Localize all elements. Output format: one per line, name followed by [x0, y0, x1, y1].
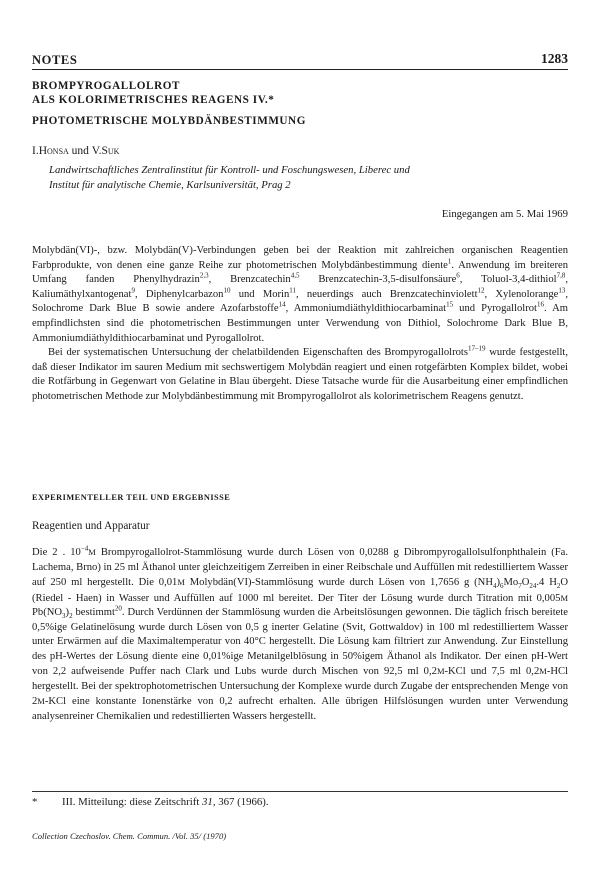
molar-unit: M	[37, 696, 45, 706]
affiliation	[49, 163, 569, 193]
text-run: Bei der systematischen Untersuchung der chelatbildenden Eigenschaften des Brompyrogallolrots	[48, 347, 468, 359]
text-run: Brompyrogallolrot-Stammlösung wurde durch Lösen von 0,0288 g Dibrompyrogallolsulfonphthalein (Fa. Lachema, Brno) in 25 ml Äthanol unter gleichzeitigem Zerreiben in einer Reibschale und Auffüllen mit redestilliertem Wasser auf 250 ml hergestellt. Die 0,01	[32, 547, 569, 588]
text-run: O	[521, 577, 530, 588]
reference-mark: 15	[446, 300, 454, 309]
text-run: O (Riedel - Haen) in Wasser und Auffüllen auf 1000 ml bereitet. Der Titer der Lösung wurde durch Titration mit 0,005	[32, 577, 569, 604]
text-run: , Toluol-3,4-dithiol	[459, 274, 557, 286]
text-run: Brenzcatechin-3,5-disulfonsäure	[299, 274, 457, 286]
text-run: . Anwendung im breiteren Umfang fanden Phenylhydrazin	[32, 259, 568, 286]
reference-mark: 14	[278, 300, 286, 309]
text-run: , Xylenolorange	[484, 288, 559, 300]
reference-mark: 13	[558, 286, 566, 295]
text-run: , Solochrome Dark Blue B sowie andere Azofarbstoffe	[32, 288, 568, 315]
text-run: wurde festgestellt, daß dieser Indikator im sauren Medium mit sechswertigem Molybdän reagiert und einen rotgefärbten Komplex bildet, wobei die Rotfärbung in Gegenwart von Gelatine in Blau übergeht. Diese Tatsache wurde für die Ausarbeitung einer empfindlichen photometrischen Methode zur Molybdänbestimmung mit Brompyrogallolrot als kolorimetrischem Reagens genutzt.	[32, 347, 568, 402]
text-run: , Kaliumäthylxantogenat	[32, 274, 569, 300]
text-run: )	[65, 607, 70, 618]
molar-unit: M	[177, 577, 185, 587]
authors	[32, 145, 119, 157]
affiliation-line-1: Landwirtschaftliches Zentralinstitut für Kontroll- und Foschungswesen, Liberec und	[49, 164, 410, 176]
page-number: 1283	[541, 51, 568, 66]
text-run: . Am empfindlichsten sind die photometrischen Bestimmungen unter Verwendung von Dithiol, Solochrome Dark Blue B, Ammoniumdiäthyldithiocarbaminat und Pyrogallolrot.	[32, 303, 568, 344]
text-run: III. Mitteilung: diese Zeitschrift	[62, 796, 203, 808]
text-run: Mo	[503, 577, 519, 588]
text-run: )	[496, 577, 501, 588]
text-run: , 367 (1966).	[212, 796, 269, 808]
reference-mark: 17–19	[468, 344, 486, 353]
journal-footer: Collection Czechoslov. Chem. Commun. /Vol. 35/ (1970)	[32, 831, 227, 841]
text-run: , Diphenylcarbazon	[134, 288, 224, 300]
text-run: Pb(NO	[32, 607, 63, 618]
footnote-rule	[32, 791, 568, 792]
subsection-heading: Reagentien und Apparatur	[32, 520, 150, 532]
text-run: Molybdän(VI)-, bzw. Molybdän(V)-Verbindungen geben bei der Reaktion mit zahlreichen organischen Reagentien Farbprodukte, von denen eine ganze Reihe zur photometrischen Molybdänbestimmung diente	[32, 245, 568, 271]
article-title	[32, 79, 306, 128]
text-run: , Ammoniumdiäthyldithiocarbaminat	[285, 303, 447, 315]
running-header-section: NOTES	[32, 53, 78, 67]
paragraph-3	[32, 545, 568, 724]
molar-unit: M	[436, 666, 445, 676]
section-heading: EXPERIMENTELLER TEIL UND ERGEBNISSE	[32, 493, 231, 502]
molar-unit: M	[88, 547, 96, 557]
text-run: .4 H	[536, 577, 557, 588]
text-run: -KCl eine konstante Ionenstärke von 0,2 aufrecht erhalten. Alle übrigen Hilfslösungen wurden unter Verwendung analysenreiner Chemikalien und redestillierten Wassers hergestellt.	[32, 696, 568, 722]
volume-number: 31	[202, 796, 213, 808]
reference-mark: 9	[131, 286, 135, 295]
title-line-2: ALS KOLORIMETRISCHES REAGENS IV.*	[32, 94, 275, 106]
text-run: und Pyrogallolrot	[453, 303, 537, 315]
subscript: 24	[529, 582, 537, 591]
subscript: 4	[492, 582, 497, 591]
introduction	[32, 244, 568, 405]
text-run: Die 2 . 10	[32, 547, 81, 558]
title-line-1: BROMPYROGALLOLROT	[32, 80, 180, 92]
reference-mark: 16	[537, 300, 544, 309]
reference-mark: 10	[223, 286, 231, 295]
footnote-mark: *	[32, 796, 38, 808]
affiliation-line-2: Institut für analytische Chemie, Karlsuniversität, Prag 2	[49, 179, 291, 191]
text-run: , neuerdings auch Brenzcatechinviolett	[296, 288, 478, 300]
reference-mark: 6	[456, 271, 460, 280]
text-run: -HCl hergestellt. Bei der spektrophotometrischen Untersuchung der Komplexe wurde durch Zugabe der entsprechenden Menge von 2	[32, 666, 569, 707]
received-date: Eingegangen am 5. Mai 1969	[441, 208, 568, 220]
exponent: −4	[80, 544, 89, 553]
molar-unit: M	[560, 592, 568, 603]
text-run: bestimmt	[72, 607, 115, 618]
reference-mark: 12	[477, 286, 485, 295]
reference-mark: 1	[447, 257, 452, 266]
subscript: 3	[62, 612, 66, 621]
molar-unit: M	[539, 666, 547, 676]
paragraph-2	[32, 346, 568, 404]
subscript: 2	[556, 582, 561, 591]
reference-mark: 7,8	[556, 271, 566, 280]
reference-mark: 11	[289, 286, 297, 295]
text-run: und Morin	[230, 288, 290, 300]
experimental-text	[32, 545, 568, 724]
text-run: . Durch Verdünnen der Stammlösung wurden die Arbeitslösungen gewonnen. Die täglich frisch bereitete 0,5%ige Gelatinelösung wurde durch Lösen von 0,5 g inerter Gelatine (Svit, Gottwaldov) in 100 ml redestilliertem Wasser unter Erwärmen auf die Maximaltemperatur von 40°C hergestellt. Die Lösung kam filtriert zur Anwendung. Zur Einstellung des pH-Wertes der Lösung diente eine 0,01%ige Metanilgelblösung in 50%igem Äthanol als Indikator. Der einen pH-Wert von 2,2 aufweisende Puffer nach Clark und Lubs wurde durch Mischen von 92,5 ml 0,2	[32, 607, 568, 677]
reference-mark: 4,5	[290, 271, 300, 280]
header-rule	[32, 69, 568, 70]
footnote	[32, 796, 269, 808]
reference-mark: 20	[114, 604, 122, 613]
paragraph-1	[32, 244, 568, 346]
text-run: Molybdän(VI)-Stammlösung wurde durch Lösen von 1,7656 g (NH	[184, 577, 493, 588]
text-run: -KCl und 7,5 ml 0,2	[444, 666, 540, 677]
authors-and: und	[71, 145, 89, 157]
author-1: I.Honsa	[32, 145, 69, 157]
text-run: , Brenzcatechin	[208, 274, 291, 286]
reference-mark: 2,3	[199, 271, 209, 280]
author-2: V.Suk	[91, 145, 120, 157]
subscript: 6	[500, 582, 504, 591]
title-line-3: PHOTOMETRISCHE MOLYBDÄNBESTIMMUNG	[32, 115, 306, 127]
subscript: 2	[69, 612, 73, 621]
subscript: 7	[518, 582, 522, 591]
